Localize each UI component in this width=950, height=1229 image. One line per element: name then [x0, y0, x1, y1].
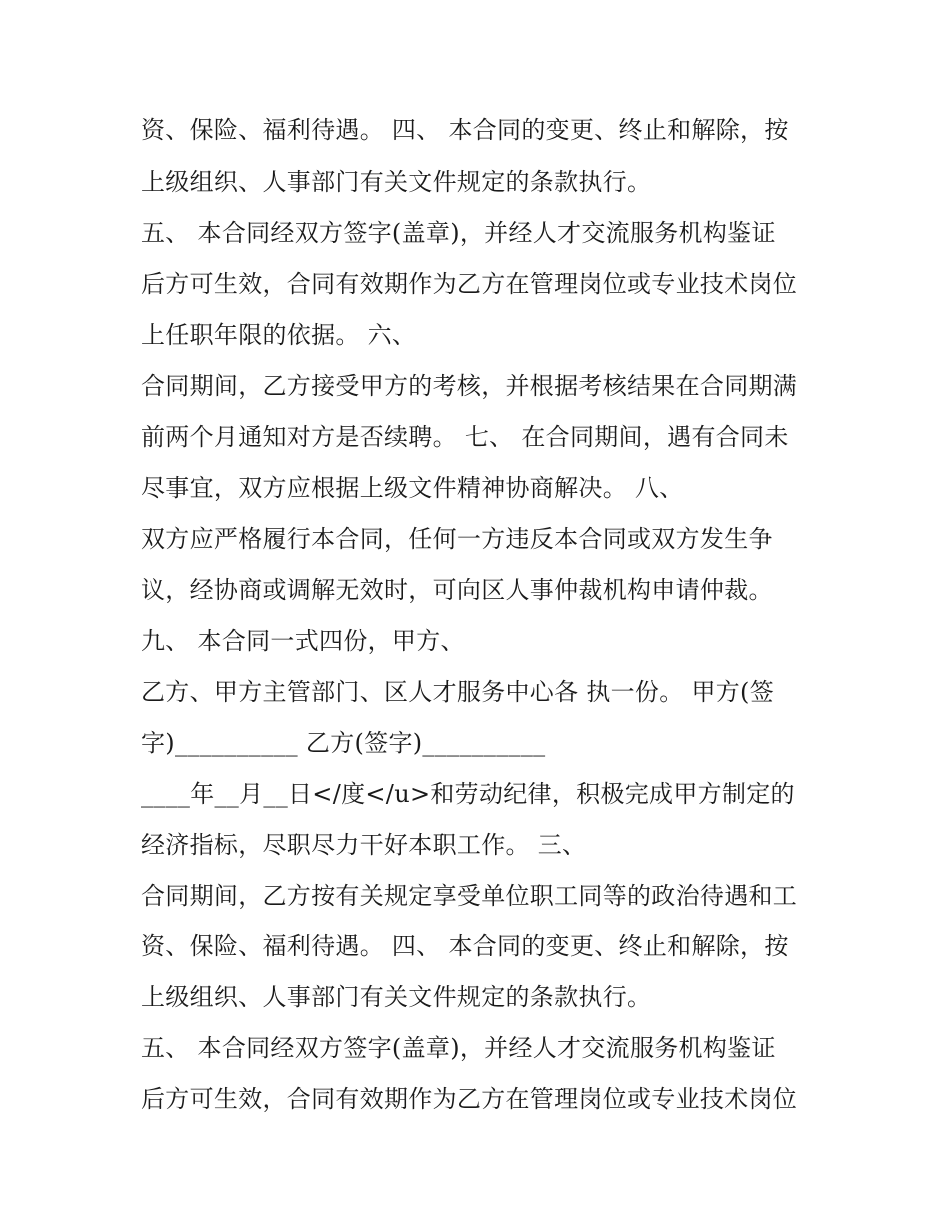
- text-line: 资、保险、福利待遇。 四、 本合同的变更、终止和解除，按: [141, 116, 789, 144]
- text-line: 乙方、甲方主管部门、区人才服务中心各 执一份。 甲方(签: [141, 678, 775, 706]
- date-line: ____年__月__日</度</u>和劳动纪律，积极完成甲方制定的: [141, 780, 795, 808]
- signature-line: 字)__________ 乙方(签字)__________: [141, 729, 546, 757]
- text-line: 五、 本合同经双方签字(盖章)，并经人才交流服务机构鉴证: [141, 219, 776, 247]
- text-line: 后方可生效，合同有效期作为乙方在管理岗位或专业技术岗位: [141, 1085, 798, 1113]
- text-line: 九、 本合同一式四份，甲方、: [141, 627, 465, 655]
- text-line: 上级组织、人事部门有关文件规定的条款执行。: [141, 168, 652, 196]
- text-line: 合同期间，乙方接受甲方的考核，并根据考核结果在合同期满: [141, 372, 798, 400]
- text-line: 上任职年限的依据。 六、: [141, 321, 417, 349]
- text-line: 五、 本合同经双方签字(盖章)，并经人才交流服务机构鉴证: [141, 1034, 776, 1062]
- text-line: 尽事宜，双方应根据上级文件精神协商解决。 八、: [141, 474, 684, 502]
- text-line: 议，经协商或调解无效时，可向区人事仲裁机构申请仲裁。: [141, 576, 773, 604]
- text-line: 资、保险、福利待遇。 四、 本合同的变更、终止和解除，按: [141, 932, 789, 960]
- text-line: 合同期间，乙方按有关规定享受单位职工同等的政治待遇和工: [141, 882, 798, 910]
- text-line: 经济指标，尽职尽力干好本职工作。 三、: [141, 831, 587, 859]
- text-line: 后方可生效，合同有效期作为乙方在管理岗位或专业技术岗位: [141, 270, 798, 298]
- text-line: 双方应严格履行本合同，任何一方违反本合同或双方发生争: [141, 525, 773, 553]
- text-line: 前两个月通知对方是否续聘。 七、 在合同期间，遇有合同未: [141, 423, 789, 451]
- text-line: 上级组织、人事部门有关文件规定的条款执行。: [141, 983, 652, 1011]
